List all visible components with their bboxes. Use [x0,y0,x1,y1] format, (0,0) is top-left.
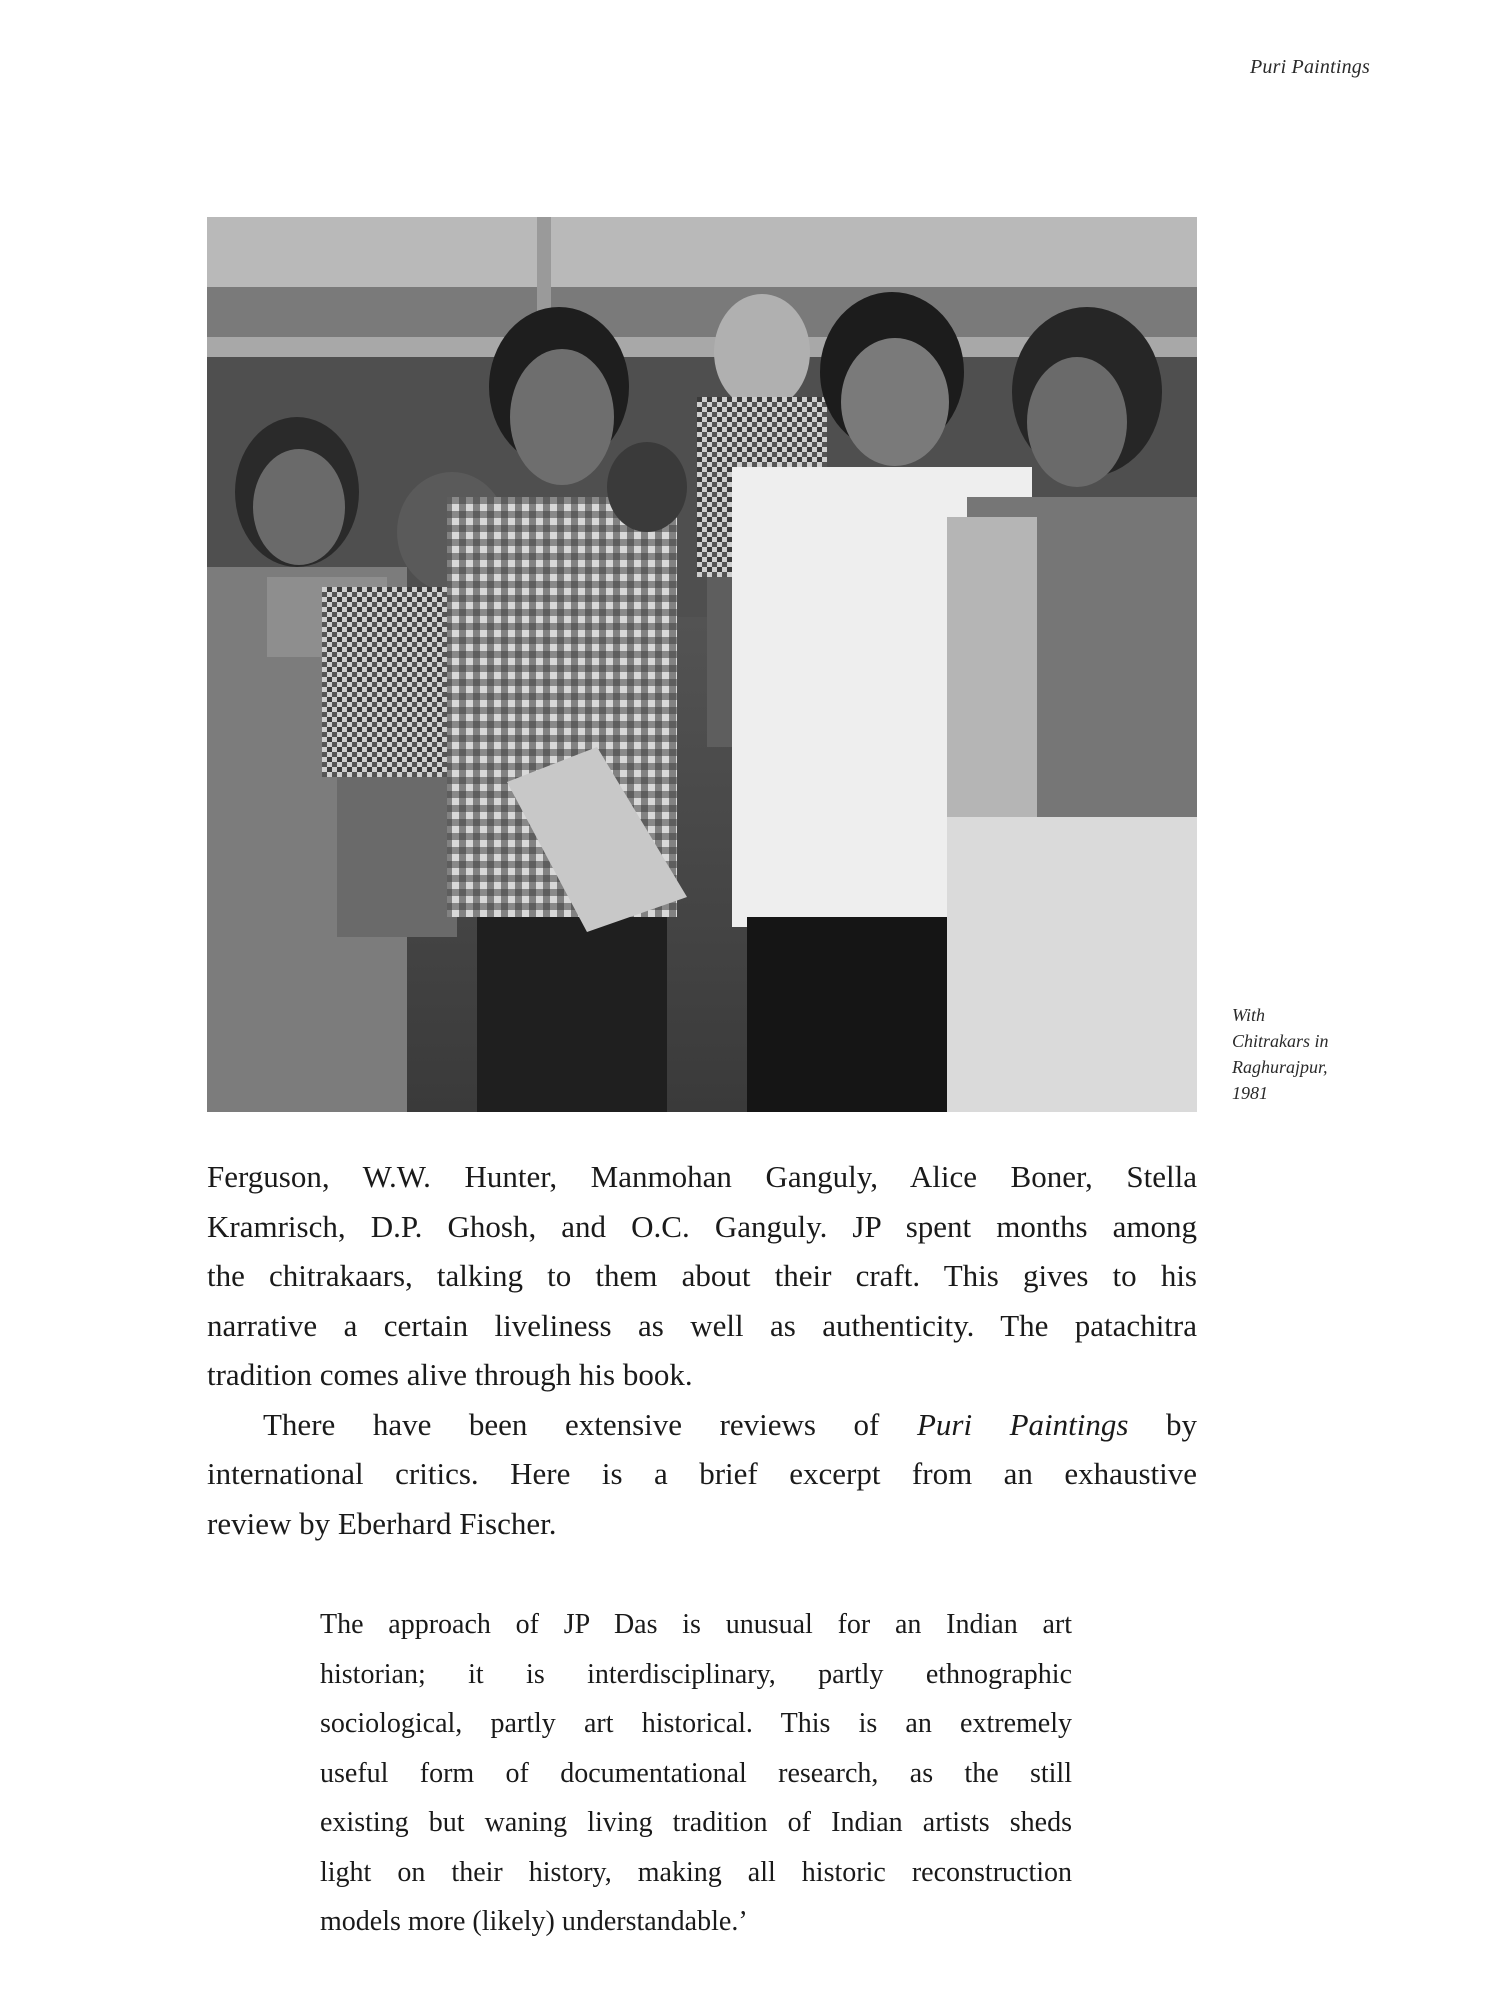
paragraph-line: Kramrisch, D.P. Ghosh, and O.C. Ganguly. JP spent months among [207,1208,1197,1244]
paragraph-line: narrative a certain liveliness as well as authenticity. The patachitra [207,1307,1197,1343]
group-photograph [207,217,1197,1112]
text-run: There have been extensive reviews of [263,1406,917,1442]
paragraph-line: review by Eberhard Fischer. [207,1505,557,1541]
paragraph-line: the chitrakaars, talking to them about their craft. This gives to his [207,1258,1197,1293]
photograph-icon [207,217,1197,1112]
review-quote [320,1600,1072,1947]
body-text [207,1152,1197,1548]
caption-line: 1981 [1232,1083,1268,1103]
quote-line: models more (likely) understandable.’ [320,1906,748,1937]
caption-line: With [1232,1005,1266,1025]
book-title: Puri Paintings [916,1406,1129,1442]
quote-line: useful form of documentational research, as the still [320,1757,1072,1789]
quote-line: existing but waning living tradition of Indian artists sheds [320,1807,1072,1838]
paragraph-line: Ferguson, W.W. Hunter, Manmohan Ganguly, Alice Boner, Stella [207,1159,1197,1194]
quote-line: The approach of JP Das is unusual for an Indian art [320,1609,1072,1640]
running-head: Puri Paintings [1249,56,1370,78]
text-run: by [1128,1406,1198,1442]
paragraph-line: international critics. Here is a brief excerpt from an exhaustive [207,1456,1197,1491]
quote-line: sociological, partly art historical. This is an extremely [320,1708,1072,1739]
caption-line: Chitrakars in [1232,1031,1329,1051]
paragraph-line [207,1400,1197,1450]
quote-line: light on their history, making all historic reconstruction [320,1856,1072,1888]
caption-line: Raghurajpur, [1232,1057,1328,1077]
quote-line: historian; it is interdisciplinary, partly ethnographic [320,1658,1072,1690]
photo-caption [1232,1002,1382,1106]
paragraph-line: tradition comes alive through his book. [207,1357,693,1392]
